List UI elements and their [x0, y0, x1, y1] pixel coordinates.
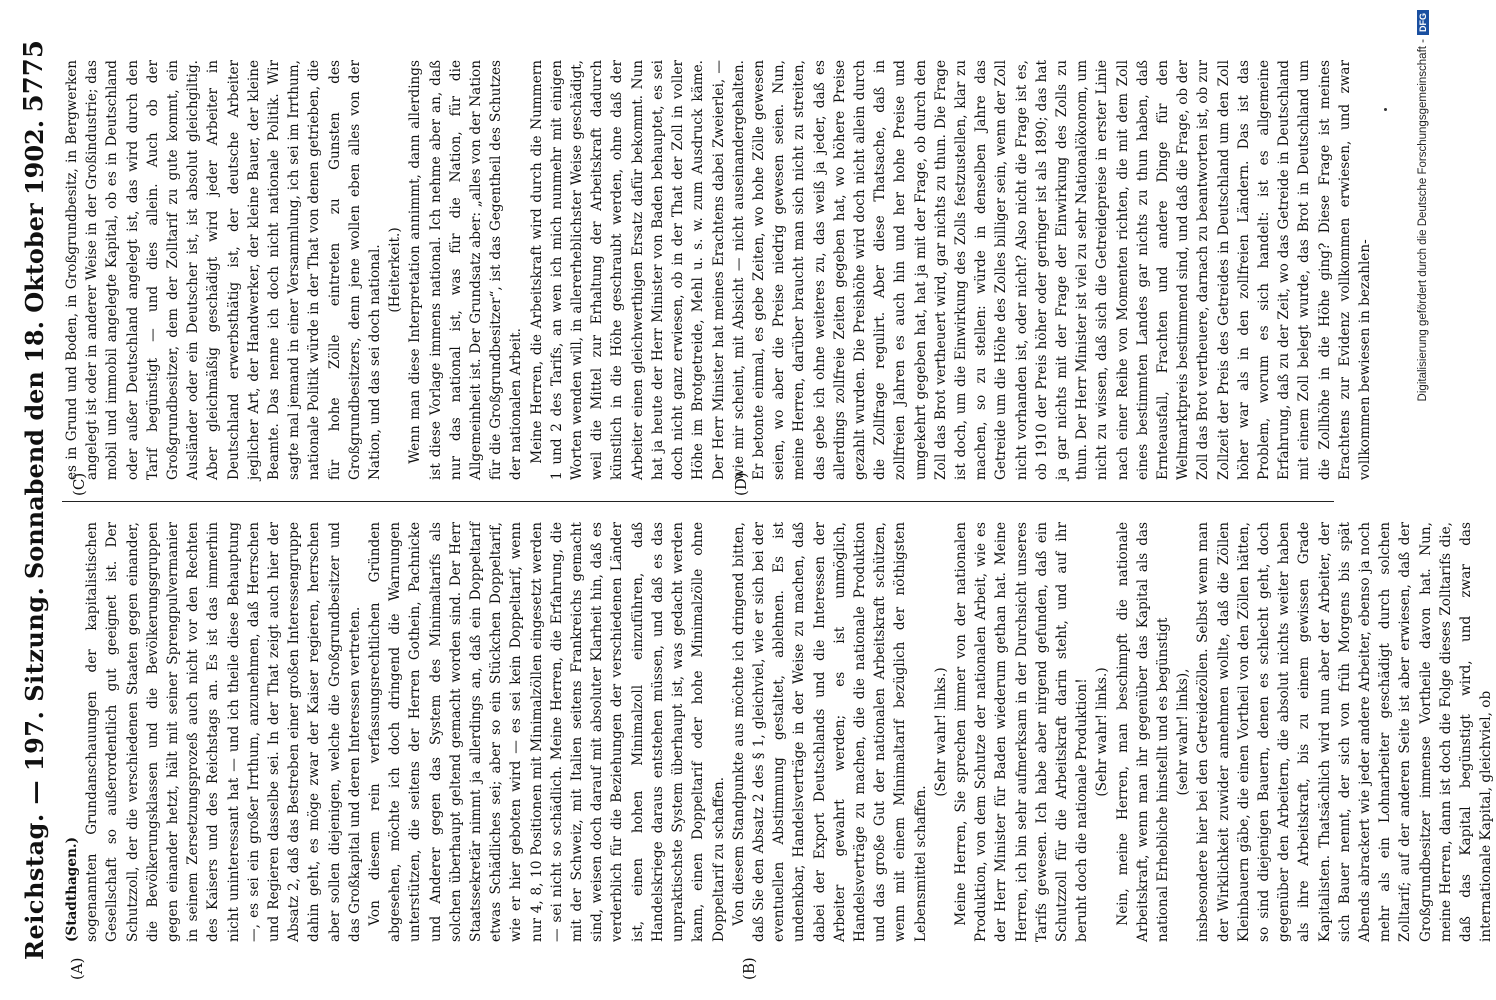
- page-number: 5775: [19, 40, 49, 113]
- interjection: (Heiterkeit.): [387, 227, 404, 313]
- margin-marker-a: (A): [68, 957, 86, 980]
- paragraph: insbesondere hier bei den Getreidezöllen. Selbst wenn man der Wirklichkeit zuwider annehmen wollte, daß die Zöllen Kleinbauern gäbe, die einen Vortheil von den Zöllen hätten, so sind diejenigen Bauern, denen es schlecht geht, doch gegenüber den Arbeitern, die absolut nichts weiter haben als ihre Arbeitskraft, bis zu einem gewissen Grade Kapitalisten. Thatsächlich wird nun aber der Arbeiter, der sich Bauer nennt, der sich von früh Morgens bis spät Abends abrackert wie jeder andere Arbeiter, ebenso ja noch mehr als ein Lohnarbeiter geschädigt durch solchen Zolltarif; auf der anderen Seite ist aber erwiesen, daß der Großgrundbesitzer immense Vortheile davon hat. Nun, meine Herren, dann ist doch die Folge dieses Zolltarifs die, daß das Kapital begünstigt wird, und zwar das internationale Kapital, gleichviel, ob: [1195, 522, 1495, 942]
- credit-text: Digitalisierung gefördert durch die Deutsche Forschungsgemeinschaft -: [1417, 39, 1429, 402]
- column-divider: [62, 501, 1334, 502]
- margin-marker-c: (C): [70, 472, 88, 496]
- paragraph: Von diesem rein verfassungsrechtlichen Gründen abgesehen, möchte ich doch dringend die Warnungen unterstützen, die seitens der Herren Gothein, Pachnicke und Anderer gegen das System des Minimaltarifs als solchen überhaupt geltend gemacht worden sind. Der Herr Staatssekretär nimmt ja allerdings an, daß ein Doppeltarif etwas Schädliches sei; aber so ein Stückchen Doppeltarif, wie er hier geboten wird — es sei kein Doppeltarif, wenn nur 4, 8, 10 Positionen mit Minimalzöllen eingesetzt werden — sei nicht so schädlich. Meine Herren, die Erfahrung, die mit der Schweiz, mit Italien seitens Frankreichs gemacht sind, weisen doch darauf mit absoluter Klarheit hin, daß es verderblich für die Beziehungen der verschiedenen Länder ist, einen hohen Minimalzoll einzuführen, daß Handelskriege daraus entstehen müssen, und daß es das unpraktischste System überhaupt ist, was gedacht werden kann, einen Doppeltarif oder hohe Minimalzölle ohne Doppeltarif zu schaffen.: [367, 522, 727, 942]
- interjection: (Sehr wahr! links.): [1094, 667, 1111, 797]
- paragraph: Von diesem Standpunkte aus möchte ich dringend bitten, daß Sie den Absatz 2 des § 1, gleichviel, wie er sich bei der eventuellen Abstimmung gestaltet, ablehnen. Es ist undenkbar, Handelsverträge in der Weise zu machen, daß dabei der Export Deutschlands und die Interessen der Arbeiter gewahrt werden; es ist unmöglich, Handelsverträge zu machen, die die nationale Produktion und das große Gut der nationalen Arbeitskraft schützen, wenn mit einem Minimaltarif bezüglich der nöthigsten Lebensmittel schaffen.: [730, 522, 929, 942]
- paragraph: es in Grund und Boden, in Großgrundbesitz, in Bergwerken angelegt ist oder in anderer Weise in der Großindustrie; das mobil und immobil angelegte Kapital, ob es in Deutschland oder außer Deutschland angelegt ist, das wird durch den Tarif begünstigt — und dies allein. Auch ob der Großgrundbesitzer, dem der Zolltarif zu gute kommt, ein Ausländer oder ein Deutscher ist, ist absolut gleichgiltig. Aber gleichmäßig geschädigt wird jeder Arbeiter in Deutschland erwerbsthätig ist, der deutsche Arbeiter jeglicher Art, der Handwerker, der kleine Bauer, der kleine Beamte. Das nenne ich doch nicht nationale Politik. Wir sagte mal jemand in einer Versammlung, ich sei im Irrthum, nationale Politik würde in der That von denen getrieben, die für hohe Zölle eintreten zu Gunsten des Großgrundbesitzers, denn jene wollen eben alles von der Nation, und das sei doch national.: [64, 60, 384, 480]
- dfg-logo: DFG: [1417, 10, 1429, 35]
- header-session: Reichstag. — 197. Sitzung.: [19, 586, 49, 960]
- scan-speck: [1384, 108, 1387, 111]
- paragraph: sogenannten Grundanschauungen der kapitalistischen Gesellschaft so außerordentlich gut geeignet ist. Der Schutzzoll, der die verschiedenen Staaten gegen einander, die Bevölkerungsklassen und die Bevölkerungsgruppen gegen einander hetzt, hält mit seiner Sprengpulvermanier in seinem Zersetzungsprozeß auch nicht vor den Rechten des Kaisers und des Reichstags an. Es ist das immerhin nicht uninteressant hat — und ich theile diese Behauptung —, es sei ein großer Irrthum, anzunehmen, daß Herrschen und Regieren dasselbe sei. In der That zeigt auch hier der Absatz 2, daß das Bestreben einer großen Interessengruppe dahin geht, es möge zwar der Kaiser regieren, herrschen aber sollen diejenigen, welche die Großgrundbesitzer und das Großkapital und deren Interessen vertreten.: [84, 522, 363, 942]
- paragraph: Wenn man diese Interpretation annimmt, dann allerdings ist diese Vorlage immens national. Ich nehme aber an, daß nur das national ist, was für die Nation, für die Allgemeinheit ist. Der Grundsatz aber: „alles von der Nation für die Großgrundbesitzer“, ist das Gegentheil des Schutzes der nationalen Arbeit.: [407, 60, 525, 480]
- paragraph: Meine Herren, die Arbeitskraft wird durch die Nummern 1 und 2 des Tarifs, an wen ich mich nunmehr mit einigen Worten wenden will, in allererheblichster Weise geschädigt, weil die Mittel zur Erhaltung der Arbeitskraft dadurch künstlich in die Höhe geschraubt werden, ohne daß der Arbeiter einen gleichwerthigen Ersatz dafür bekommt. Nun hat ja heute der Herr Minister von Baden behauptet, es sei doch nicht ganz erwiesen, ob in der That der Zoll in voller Höhe im Brotgetreide, Mehl u. s. w. zum Ausdruck käme. Der Herr Minister hat meines Erachtens dabei Zweierlei, — wie mir scheint, mit Absicht — nicht auseinandergehalten. Er betonte einmal, es gebe Zeiten, wo hohe Zölle gewesen seien, wo aber die Preise niedrig gewesen seien. Nun, meine Herren, darüber braucht man sich nicht zu streiten, das gebe ich ohne weiteres zu, das weiß ja jeder, daß es allerdings zollfreie Zeiten gegeben hat, wo höhere Preise gezahlt wurden. Die Preishöhe wird doch nicht allein durch die Zollfrage regulirt. Aber diese Thatsache, daß in zollfreien Jahren es auch hin und her hohe Preise und umgekehrt gegeben hat, hat ja mit der Frage, ob durch den Zoll das Brot vertheuert wird, gar nichts zu thun. Die Frage ist doch, um die Einwirkung des Zolls festzustellen, klar zu machen, so zu stellen: würde in denselben Jahre das Getreide um die Höhe des Zolles billiger sein, wenn der Zoll nicht vorhanden ist, oder nicht? Also nicht die Frage ist es, ob 1910 der Preis höher oder geringer ist als 1890; das hat ja gar nichts mit der Frage der Einwirkung des Zolls zu thun. Der Herr Minister ist viel zu sehr Nationalökonom, um nicht zu wissen, daß sich die Getreidepreise in erster Linie nach einer Reihe von Momenten richten, die mit dem Zoll eines bestimmten Landes gar nichts zu thun haben, daß Ernteausfall, Frachten und andere Dinge für den Weltmarktpreis bestimmend sind, und daß die Frage, ob der Zoll das Brot vertheuere, darnach zu beantworten ist, ob zur Zollzeit der Preis des Getreides in Deutschland um den Zoll höher war als in den zollfreien Ländern. Das ist das Problem, worum es sich handelt: ist es allgemeine Erfahrung, daß zu der Zeit, wo das Getreide in Deutschland mit einem Zoll belegt wurde, das Brot in Deutschland um die Zollhöhe in die Höhe ging? Diese Frage ist meines Erachtens zur Evidenz vollkommen erwiesen, und zwar vollkommen bewiesen in bezahlen-: [528, 60, 1373, 480]
- paragraph: Meine Herren, Sie sprechen immer von der nationalen Produktion, von dem Schutze der nationalen Arbeit, wie es der Herr Minister für Baden wiederum gethan hat. Meine Herren, ich bin sehr aufmerksam in der Durchsicht unseres Tarifs gewesen. Ich habe aber nirgend gefunden, daß ein Schutzzoll für die Arbeitskraft darin steht, und auf ihr beruht doch die nationale Produktion!: [952, 522, 1091, 942]
- margin-marker-d: (D): [732, 472, 750, 496]
- header-date: Sonnabend den 18. Oktober 1902.: [19, 119, 49, 580]
- margin-marker-b: (B): [740, 957, 758, 980]
- interjection: (sehr wahr! links),: [1175, 668, 1192, 796]
- page-header: [14, 40, 54, 960]
- right-column: [62, 60, 1373, 480]
- digitization-credit: [1410, 0, 1432, 1000]
- paragraph: Nein, meine Herren, man beschimpft die nationale Arbeitskraft, wenn man ihr gegenüber das Kapital als das national Erhebliche hinstellt und es begünstigt: [1114, 522, 1171, 942]
- speaker-label: (Stadthagen.): [64, 836, 80, 942]
- interjection: (Sehr wahr! links.): [932, 667, 949, 797]
- left-column: [62, 522, 1495, 942]
